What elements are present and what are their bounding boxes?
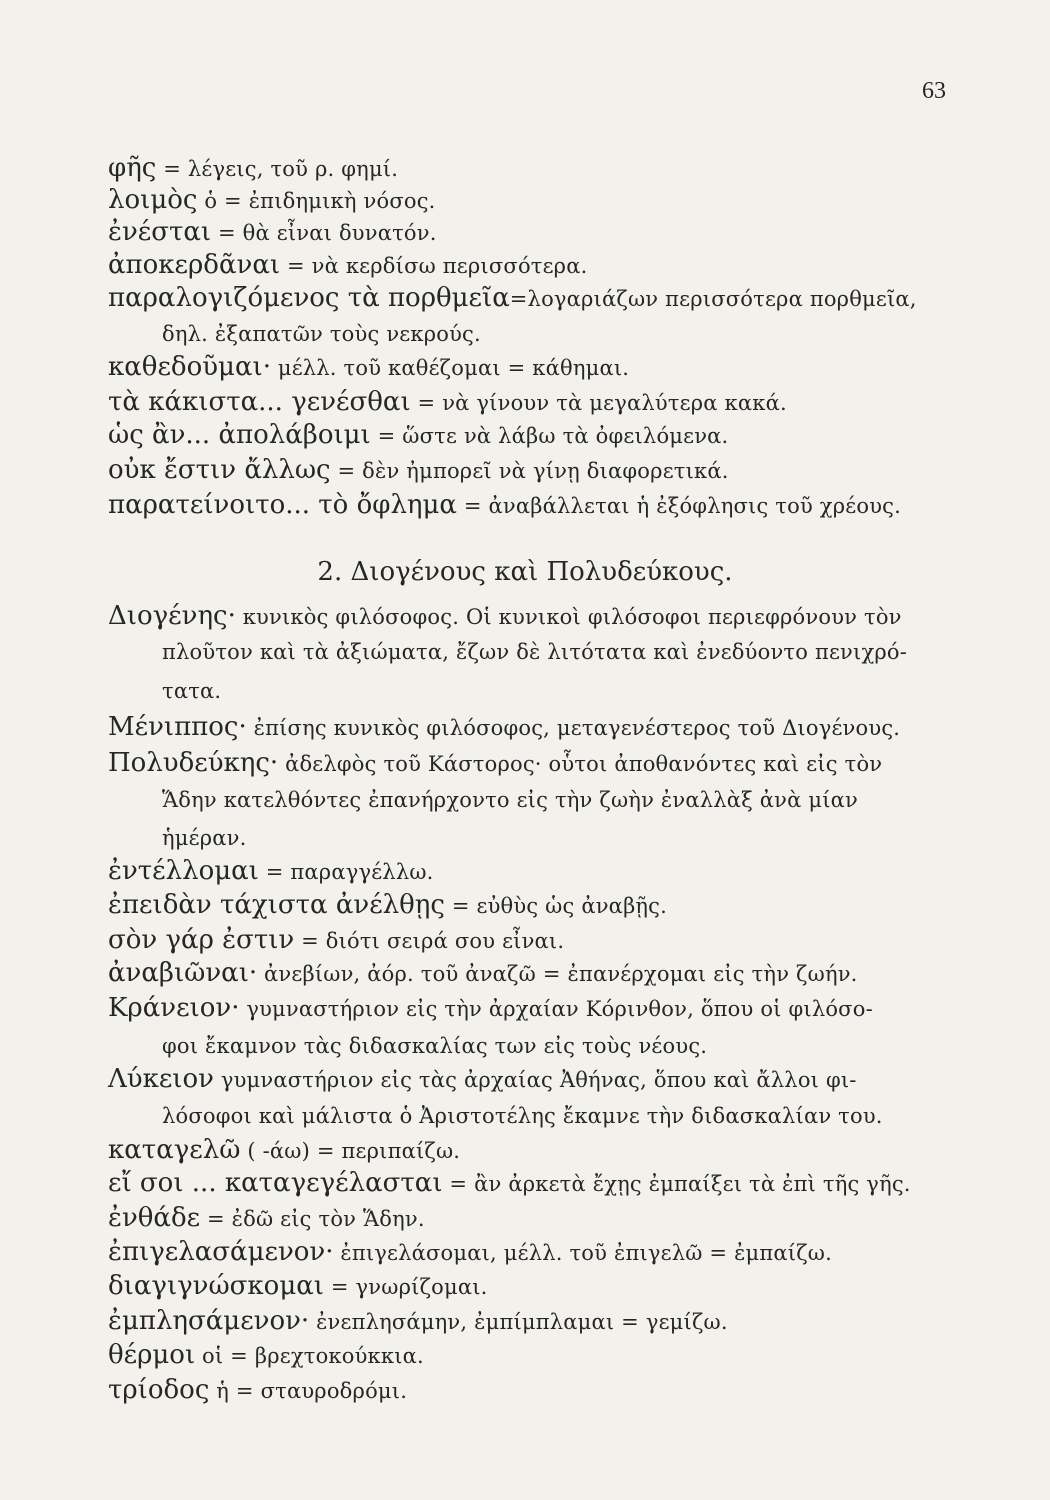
glossary-continuation-line bbox=[162, 636, 907, 667]
entry-gloss: ἐπιγελάσομαι, μέλλ. τοῦ ἐπιγελῶ = ἐμπαίζω. bbox=[333, 1241, 833, 1265]
entry-gloss: ἐπίσης κυνικὸς φιλόσοφος, μεταγενέστερος τοῦ Διογένους. bbox=[246, 716, 901, 740]
glossary-entry bbox=[108, 1203, 425, 1234]
entry-gloss: = διότι σειρά σου εἶναι. bbox=[294, 929, 565, 953]
entry-gloss: δηλ. ἐξαπατῶν τοὺς νεκρούς. bbox=[162, 322, 481, 346]
entry-gloss: λόσοφοι καὶ μάλιστα ὁ Ἀριστοτέλης ἔκαμνε τὴν διδασκαλίαν του. bbox=[162, 1104, 883, 1128]
entry-gloss: ἐνεπλησάμην, ἐμπίμπλαμαι = γεμίζω. bbox=[309, 1310, 728, 1334]
glossary-entry bbox=[108, 1168, 911, 1199]
entry-term: ἐπειδὰν τάχιστα ἀνέλθῃς bbox=[108, 890, 445, 920]
entry-gloss: = νὰ κερδίσω περισσότερα. bbox=[280, 254, 588, 278]
section-heading: 2. Διογένους καὶ Πολυδεύκους. bbox=[317, 557, 733, 587]
entry-term: ὡς ἂν... ἀπολάβοιμι bbox=[108, 420, 371, 450]
glossary-entry bbox=[108, 1375, 407, 1406]
entry-gloss: ἡ = σταυροδρόμι. bbox=[209, 1379, 408, 1403]
glossary-entry bbox=[108, 153, 398, 184]
glossary-entry bbox=[108, 958, 858, 989]
glossary-entry bbox=[108, 352, 629, 383]
entry-term: ἀποκερδᾶναι bbox=[108, 250, 281, 280]
entry-gloss: = εὐθὺς ὡς ἀναβῇς. bbox=[444, 894, 668, 918]
glossary-entry bbox=[108, 856, 434, 887]
page-number: 63 bbox=[922, 78, 946, 104]
entry-gloss: =λογαριάζων περισσότερα πορθμεῖα, bbox=[509, 287, 917, 311]
glossary-entry bbox=[108, 1064, 857, 1095]
entry-gloss: ἀδελφὸς τοῦ Κάστορος· οὗτοι ἀποθανόντες καὶ εἰς τὸν bbox=[278, 752, 883, 776]
entry-gloss: οἱ = βρεχτοκούκκια. bbox=[195, 1344, 424, 1368]
entry-gloss: Ἅδην κατελθόντες ἐπανήρχοντο εἰς τὴν ζωὴν ἐναλλὰξ ἀνὰ μίαν bbox=[162, 788, 859, 812]
entry-gloss: = ἀναβάλλεται ἡ ἐξόφλησις τοῦ χρέους. bbox=[456, 494, 902, 518]
entry-gloss: ὁ = ἐπιδημικὴ νόσος. bbox=[197, 189, 436, 213]
entry-gloss: = θὰ εἶναι δυνατόν. bbox=[211, 221, 437, 245]
entry-term: Μένιππος· bbox=[108, 712, 247, 742]
entry-gloss: = γνωρίζομαι. bbox=[324, 1275, 488, 1299]
entry-gloss: τατα. bbox=[162, 679, 222, 703]
entry-term: Κράνειον· bbox=[108, 993, 240, 1023]
entry-term: σὸν γάρ ἐστιν bbox=[108, 925, 295, 955]
glossary-entry bbox=[108, 1306, 728, 1337]
glossary-entry bbox=[108, 185, 436, 216]
glossary-entry bbox=[108, 601, 902, 632]
glossary-entry bbox=[108, 1340, 424, 1371]
entry-gloss: = λέγεις, τοῦ ρ. φημί. bbox=[156, 157, 399, 181]
entry-gloss: = ἐδῶ εἰς τὸν Ἅδην. bbox=[200, 1207, 425, 1231]
entry-term: ἐπιγελασάμενον· bbox=[108, 1237, 334, 1267]
glossary-entry bbox=[108, 420, 728, 451]
entry-term: ἐμπλησάμενον· bbox=[108, 1306, 310, 1336]
entry-term: Πολυδεύκης· bbox=[108, 748, 279, 778]
entry-gloss: πλοῦτον καὶ τὰ ἀξιώματα, ἔζων δὲ λιτότατα καὶ ἐνεδύοντο πενιχρό- bbox=[162, 640, 908, 664]
glossary-entry bbox=[108, 217, 437, 248]
entry-gloss: = ἂν ἀρκετὰ ἔχῃς ἐμπαίξει τὰ ἐπὶ τῆς γῆς. bbox=[442, 1172, 911, 1196]
entry-term: φῆς bbox=[108, 153, 157, 183]
entry-term: οὐκ ἔστιν ἄλλως bbox=[108, 455, 331, 485]
glossary-entry bbox=[108, 387, 787, 418]
entry-term: εἴ σοι ... καταγεγέλασται bbox=[108, 1168, 443, 1198]
entry-gloss: φοι ἔκαμνον τὰς διδασκαλίας των εἰς τοὺς νέους. bbox=[162, 1034, 708, 1058]
glossary-entry bbox=[108, 283, 917, 314]
glossary-entry bbox=[108, 1271, 488, 1302]
entry-gloss: = παραγγέλλω. bbox=[258, 860, 434, 884]
entry-term: Λύκειον bbox=[108, 1064, 214, 1094]
entry-term: ἀναβιῶναι· bbox=[108, 958, 258, 988]
entry-term: καθεδοῦμαι· bbox=[108, 352, 271, 382]
entry-term: ἐνέσται bbox=[108, 217, 212, 247]
glossary-entry bbox=[108, 1135, 460, 1166]
entry-gloss: = ὥστε νὰ λάβω τὰ ὀφειλόμενα. bbox=[370, 424, 729, 448]
entry-gloss: κυνικὸς φιλόσοφος. Οἱ κυνικοὶ φιλόσοφοι περιεφρόνουν τὸν bbox=[235, 605, 902, 629]
entry-gloss: = δὲν ἠμπορεῖ νὰ γίνῃ διαφορετικά. bbox=[330, 459, 729, 483]
glossary-continuation-line bbox=[162, 1030, 707, 1061]
glossary-entry bbox=[108, 748, 882, 779]
glossary-entry bbox=[108, 993, 873, 1024]
entry-gloss: γυμναστήριον εἰς τὰς ἀρχαίας Ἀθήνας, ὅπου καὶ ἄλλοι φι- bbox=[213, 1068, 857, 1092]
glossary-entry bbox=[108, 890, 667, 921]
glossary-entry bbox=[108, 490, 901, 521]
glossary-entry bbox=[108, 712, 900, 743]
entry-term: ἐντέλλομαι bbox=[108, 856, 259, 886]
glossary-continuation-line bbox=[162, 822, 246, 853]
entry-term: παρατείνοιτο... τὸ ὄφλημα bbox=[108, 490, 457, 520]
glossary-continuation-line bbox=[162, 1100, 883, 1131]
entry-term: λοιμὸς bbox=[108, 185, 198, 215]
glossary-continuation-line bbox=[162, 675, 221, 706]
glossary-entry bbox=[108, 925, 564, 956]
entry-term: Διογένης· bbox=[108, 601, 236, 631]
glossary-entry bbox=[108, 1237, 832, 1268]
entry-gloss: = νὰ γίνουν τὰ μεγαλύτερα κακά. bbox=[410, 391, 787, 415]
entry-gloss: γυμναστήριον εἰς τὴν ἀρχαίαν Κόρινθον, ὅπου οἱ φιλόσο- bbox=[239, 997, 873, 1021]
entry-term: καταγελῶ bbox=[108, 1135, 241, 1165]
glossary-continuation-line bbox=[162, 318, 481, 349]
entry-term: τὰ κάκιστα... γενέσθαι bbox=[108, 387, 411, 417]
glossary-entry bbox=[108, 250, 587, 281]
entry-term: τρίοδος bbox=[108, 1375, 210, 1405]
entry-term: θέρμοι bbox=[108, 1340, 196, 1370]
entry-gloss: ἡμέραν. bbox=[162, 826, 247, 850]
entry-gloss: ἀνεβίων, ἀόρ. τοῦ ἀναζῶ = ἐπανέρχομαι εἰς τὴν ζωήν. bbox=[257, 962, 858, 986]
entry-term: παραλογιζόμενος τὰ πορθμεῖα bbox=[108, 283, 510, 313]
entry-term: ἐνθάδε bbox=[108, 1203, 201, 1233]
entry-gloss: μέλλ. τοῦ καθέζομαι = κάθημαι. bbox=[270, 356, 630, 380]
entry-term: διαγιγνώσκομαι bbox=[108, 1271, 324, 1301]
glossary-entry bbox=[108, 455, 729, 486]
entry-gloss: ( -άω) = περιπαίζω. bbox=[240, 1139, 461, 1163]
glossary-continuation-line bbox=[162, 784, 858, 815]
